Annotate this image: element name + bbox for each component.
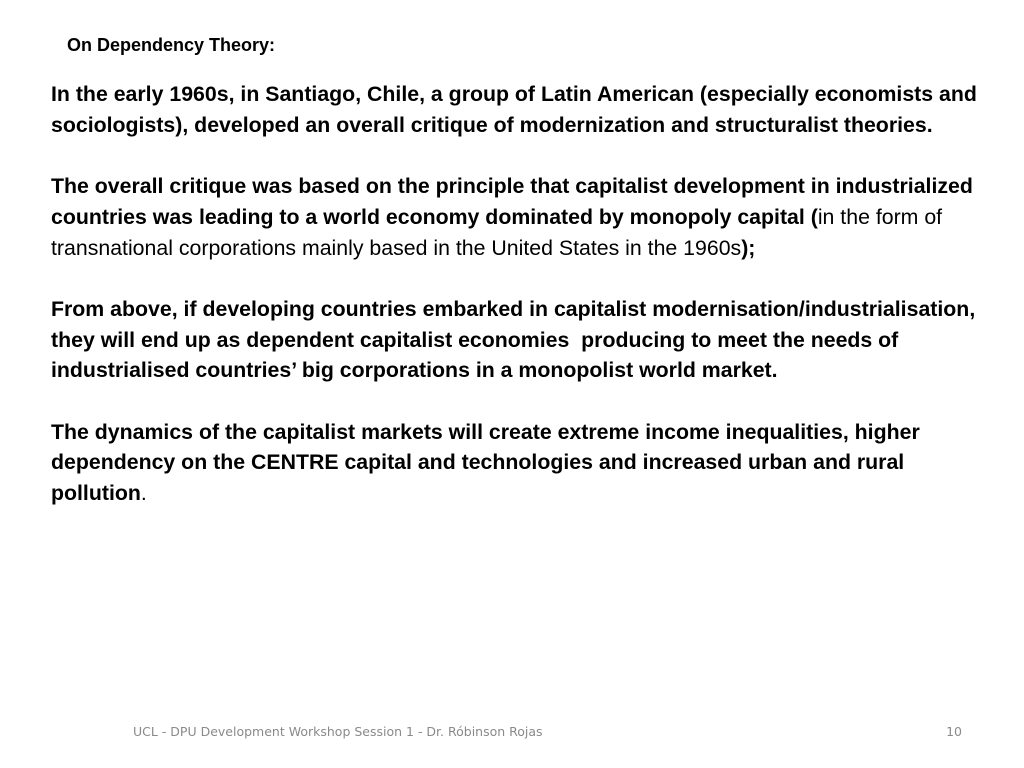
paragraph-2-bold-text: The overall critique was based on the principle that capitalist development in industrialized countries was leading to a world economy dominated by monopoly capital ( (51, 174, 973, 229)
paragraph-2-closing: ); (741, 235, 756, 260)
paragraph-3-text: From above, if developing countries embarked in capitalist modernisation/industrialisation, they will end up as dependent capitalist economies producing to meet the needs of industrialised countries’ big corporations in a monopolist world market. (51, 296, 982, 383)
paragraph-3 (51, 294, 981, 386)
paragraph-4-text: The dynamics of the capitalist markets will create extreme income inequalities, higher dependency on the CENTRE capital and technologies and increased urban and rural pollution (51, 419, 920, 506)
paragraph-1-text: In the early 1960s, in Santiago, Chile, a group of Latin American (especially economists and sociologists), developed an overall critique of modernization and structuralist theories. (51, 82, 977, 137)
paragraph-2-regular-text: in the form of transnational corporations mainly based in the United States in the 1960s (51, 204, 943, 260)
slide-body (51, 79, 981, 539)
paragraph-1 (51, 79, 981, 140)
footer-text: UCL - DPU Development Workshop Session 1 - Dr. Róbinson Rojas (133, 724, 543, 739)
paragraph-2 (51, 171, 981, 263)
page-number: 10 (946, 724, 962, 739)
paragraph-4 (51, 417, 981, 509)
slide-title: On Dependency Theory: (67, 35, 276, 55)
paragraph-4-period: . (140, 481, 147, 506)
